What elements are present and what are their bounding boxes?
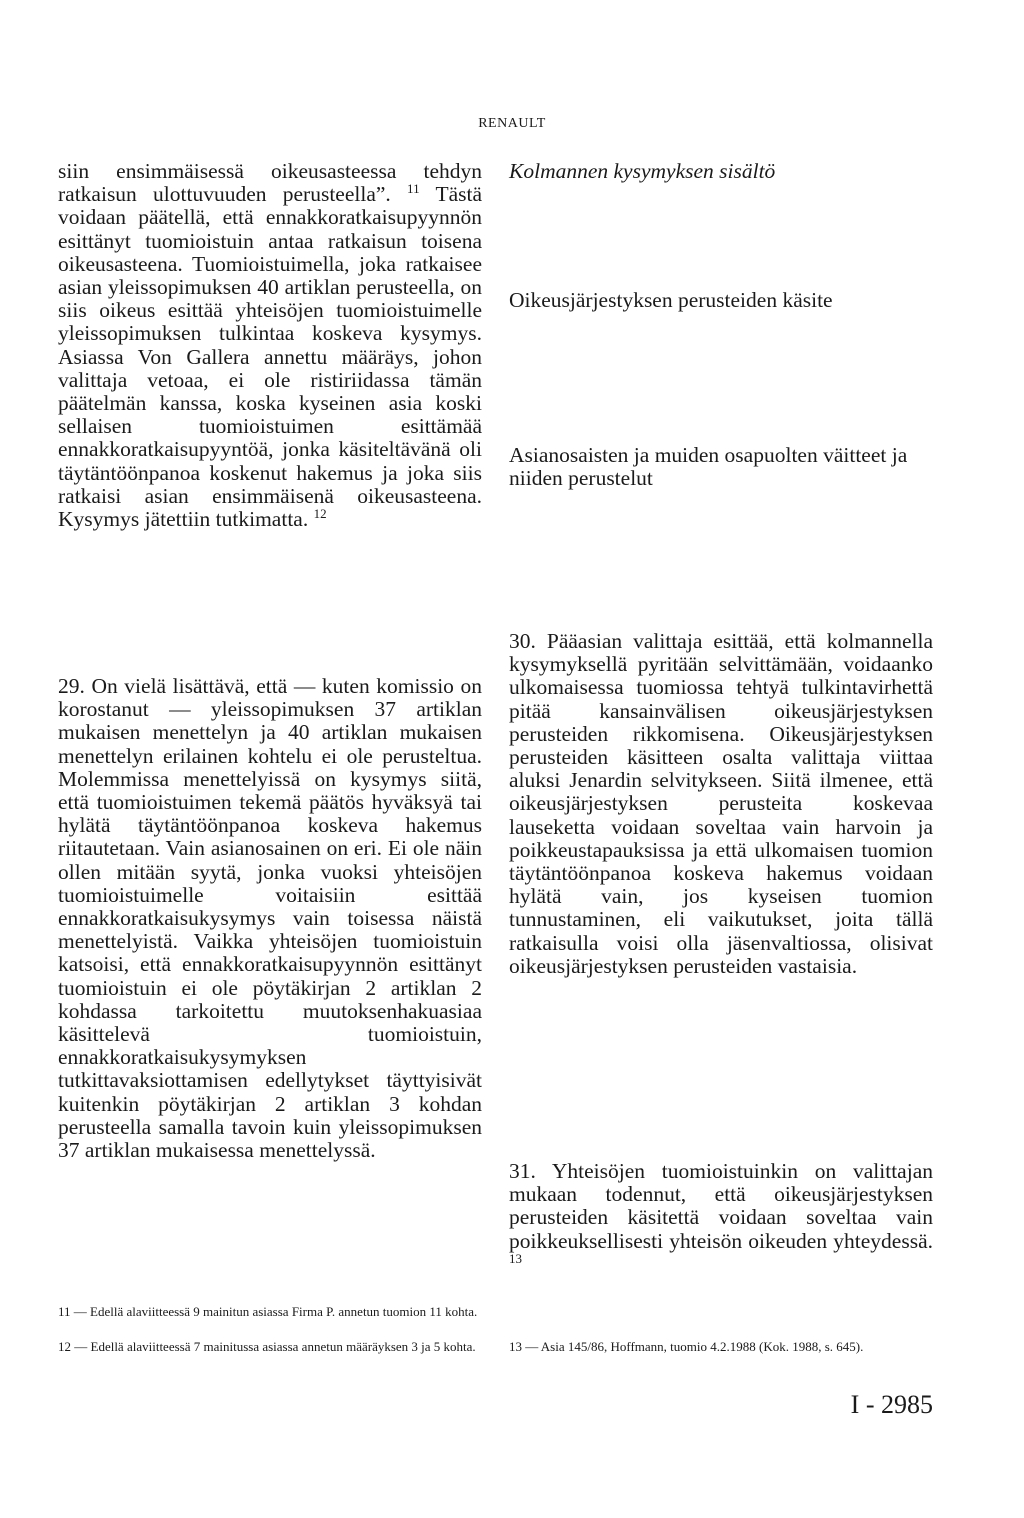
running-header: RENAULT <box>478 116 546 131</box>
paragraph-continuation <box>58 160 482 531</box>
footnote-12: 12 — Edellä alaviitteessä 7 mainitussa asiassa annetun määräyksen 3 ja 5 kohta. <box>58 1339 476 1354</box>
footnote-11: 11 — Edellä alaviitteessä 9 mainitun asiassa Firma P. annetun tuomion 11 kohta. <box>58 1304 478 1319</box>
footnote-ref-12: 12 <box>313 506 327 522</box>
paragraph-30: 30. Pääasian valittaja esittää, että kolmannella kysymyksellä pyritään selvittämään, voidaanko ulkomaisessa tuomiossa tehtyä tulkintavirhettä pitää kansainvälisen oikeusjärjestyksen perusteiden rikkomisena. Oikeusjärjestyksen perusteiden käsitteen osalta valittaja viittaa aluksi Jenardin selvitykseen. Siitä ilmenee, että oikeusjärjestyksen perusteita koskevaa lauseketta voidaan soveltaa vain harvoin ja poikkeustapauksissa ja että ulkomaisen tuomion täytäntöönpanoa koskeva hakemus voidaan hylätä vain, jos kyseisen tuomion tunnustaminen, eli vaikutukset, joita tällä ratkaisulla voisi olla jäsenvaltiossa, olisivat oikeusjärjestyksen perusteiden vastaisia. <box>509 629 933 978</box>
footnote-ref-13: 13 <box>509 1250 522 1266</box>
footnote-13: 13 — Asia 145/86, Hoffmann, tuomio 4.2.1988 (Kok. 1988, s. 645). <box>509 1339 864 1354</box>
heading-oikeusjarjestyksen-kasite: Oikeusjärjestyksen perusteiden käsite <box>509 288 833 312</box>
footnote-ref-11: 11 <box>407 181 420 197</box>
paragraph-continuation-rest: Tästä voidaan päätellä, että ennakkoratkaisupyynnön esittänyt tuomioistuin antaa ratkaisun toisena oikeusasteena. Tuomioistuimella, joka ratkaisee asian yleissopimuksen 40 artiklan perusteella, on siis oikeus esittää yhteisöjen tuomioistuimelle yleissopimuksen tulkintaa koskeva kysymys. Asiassa Von Gallera annettu määräys, johon valittaja vetoaa, ei ole ristiriidassa tämän päätelmän kanssa, koska kyseinen asia koski sellaisen tuomioistuimen esittämää ennakkoratkaisupyyntöä, jonka käsiteltävänä oli täytäntöönpanoa koskenut hakemus ja joka siis ratkaisi asian ensimmäisenä oikeusasteena. Kysymys jätettiin tutkimatta. <box>58 182 482 532</box>
paragraph-31 <box>509 1160 933 1276</box>
paragraph-29: 29. On vielä lisättävä, että — kuten komissio on korostanut — yleissopimuksen 37 artiklan mukaisen menettelyn ja 40 artiklan mukaisen menettelyn erilainen kohtelu ei ole perusteltua. Molemmissa menettelyissä on kysymys siitä, että tuomioistuimen tekemä päätös hyväksyä tai hylätä täytäntöönpanoa koskeva hakemus riitautetaan. Vain asianosainen on eri. Ei ole näin ollen mitään syytä, jonka vuoksi yhteisöjen tuomioistuimelle voitaisiin esittää ennakkoratkaisukysymys vain toisessa näistä menettelyistä. Vaikka yhteisöjen tuomioistuin katsoisi, että ennakkoratkaisupyynnön esittänyt tuomioistuin ei ole pöytäkirjan 2 artiklan 2 kohdassa tarkoitettu muutoksenhakuasiaa käsittelevä tuomioistuin, ennakkoratkaisukysymyksen tutkittavaksiottamisen edellytykset täyttyisivät kuitenkin pöytäkirjan 2 artiklan 3 kohdan perusteella samalla tavoin kuin yleissopimuksen 37 artiklan mukaisessa menettelyssä. <box>58 674 482 1163</box>
paragraph-continuation-text: siin ensimmäisessä oikeusasteessa tehdyn ratkaisun ulottuvuuden perusteella”. <box>58 159 482 207</box>
heading-asianosaisten-vaitteet: Asianosaisten ja muiden osapuolten väitteet ja niiden perustelut <box>509 443 908 491</box>
paragraph-31-text: 31. Yhteisöjen tuomioistuinkin on valittajan mukaan todennut, että oikeusjärjestyksen perusteiden käsitettä voidaan soveltaa vain poikkeuksellisesti yhteisön oikeuden yhteydessä. <box>509 1159 933 1253</box>
heading-kolmannen-kysymyksen: Kolmannen kysymyksen sisältö <box>509 159 776 183</box>
page-number: I - 2985 <box>850 1390 933 1419</box>
